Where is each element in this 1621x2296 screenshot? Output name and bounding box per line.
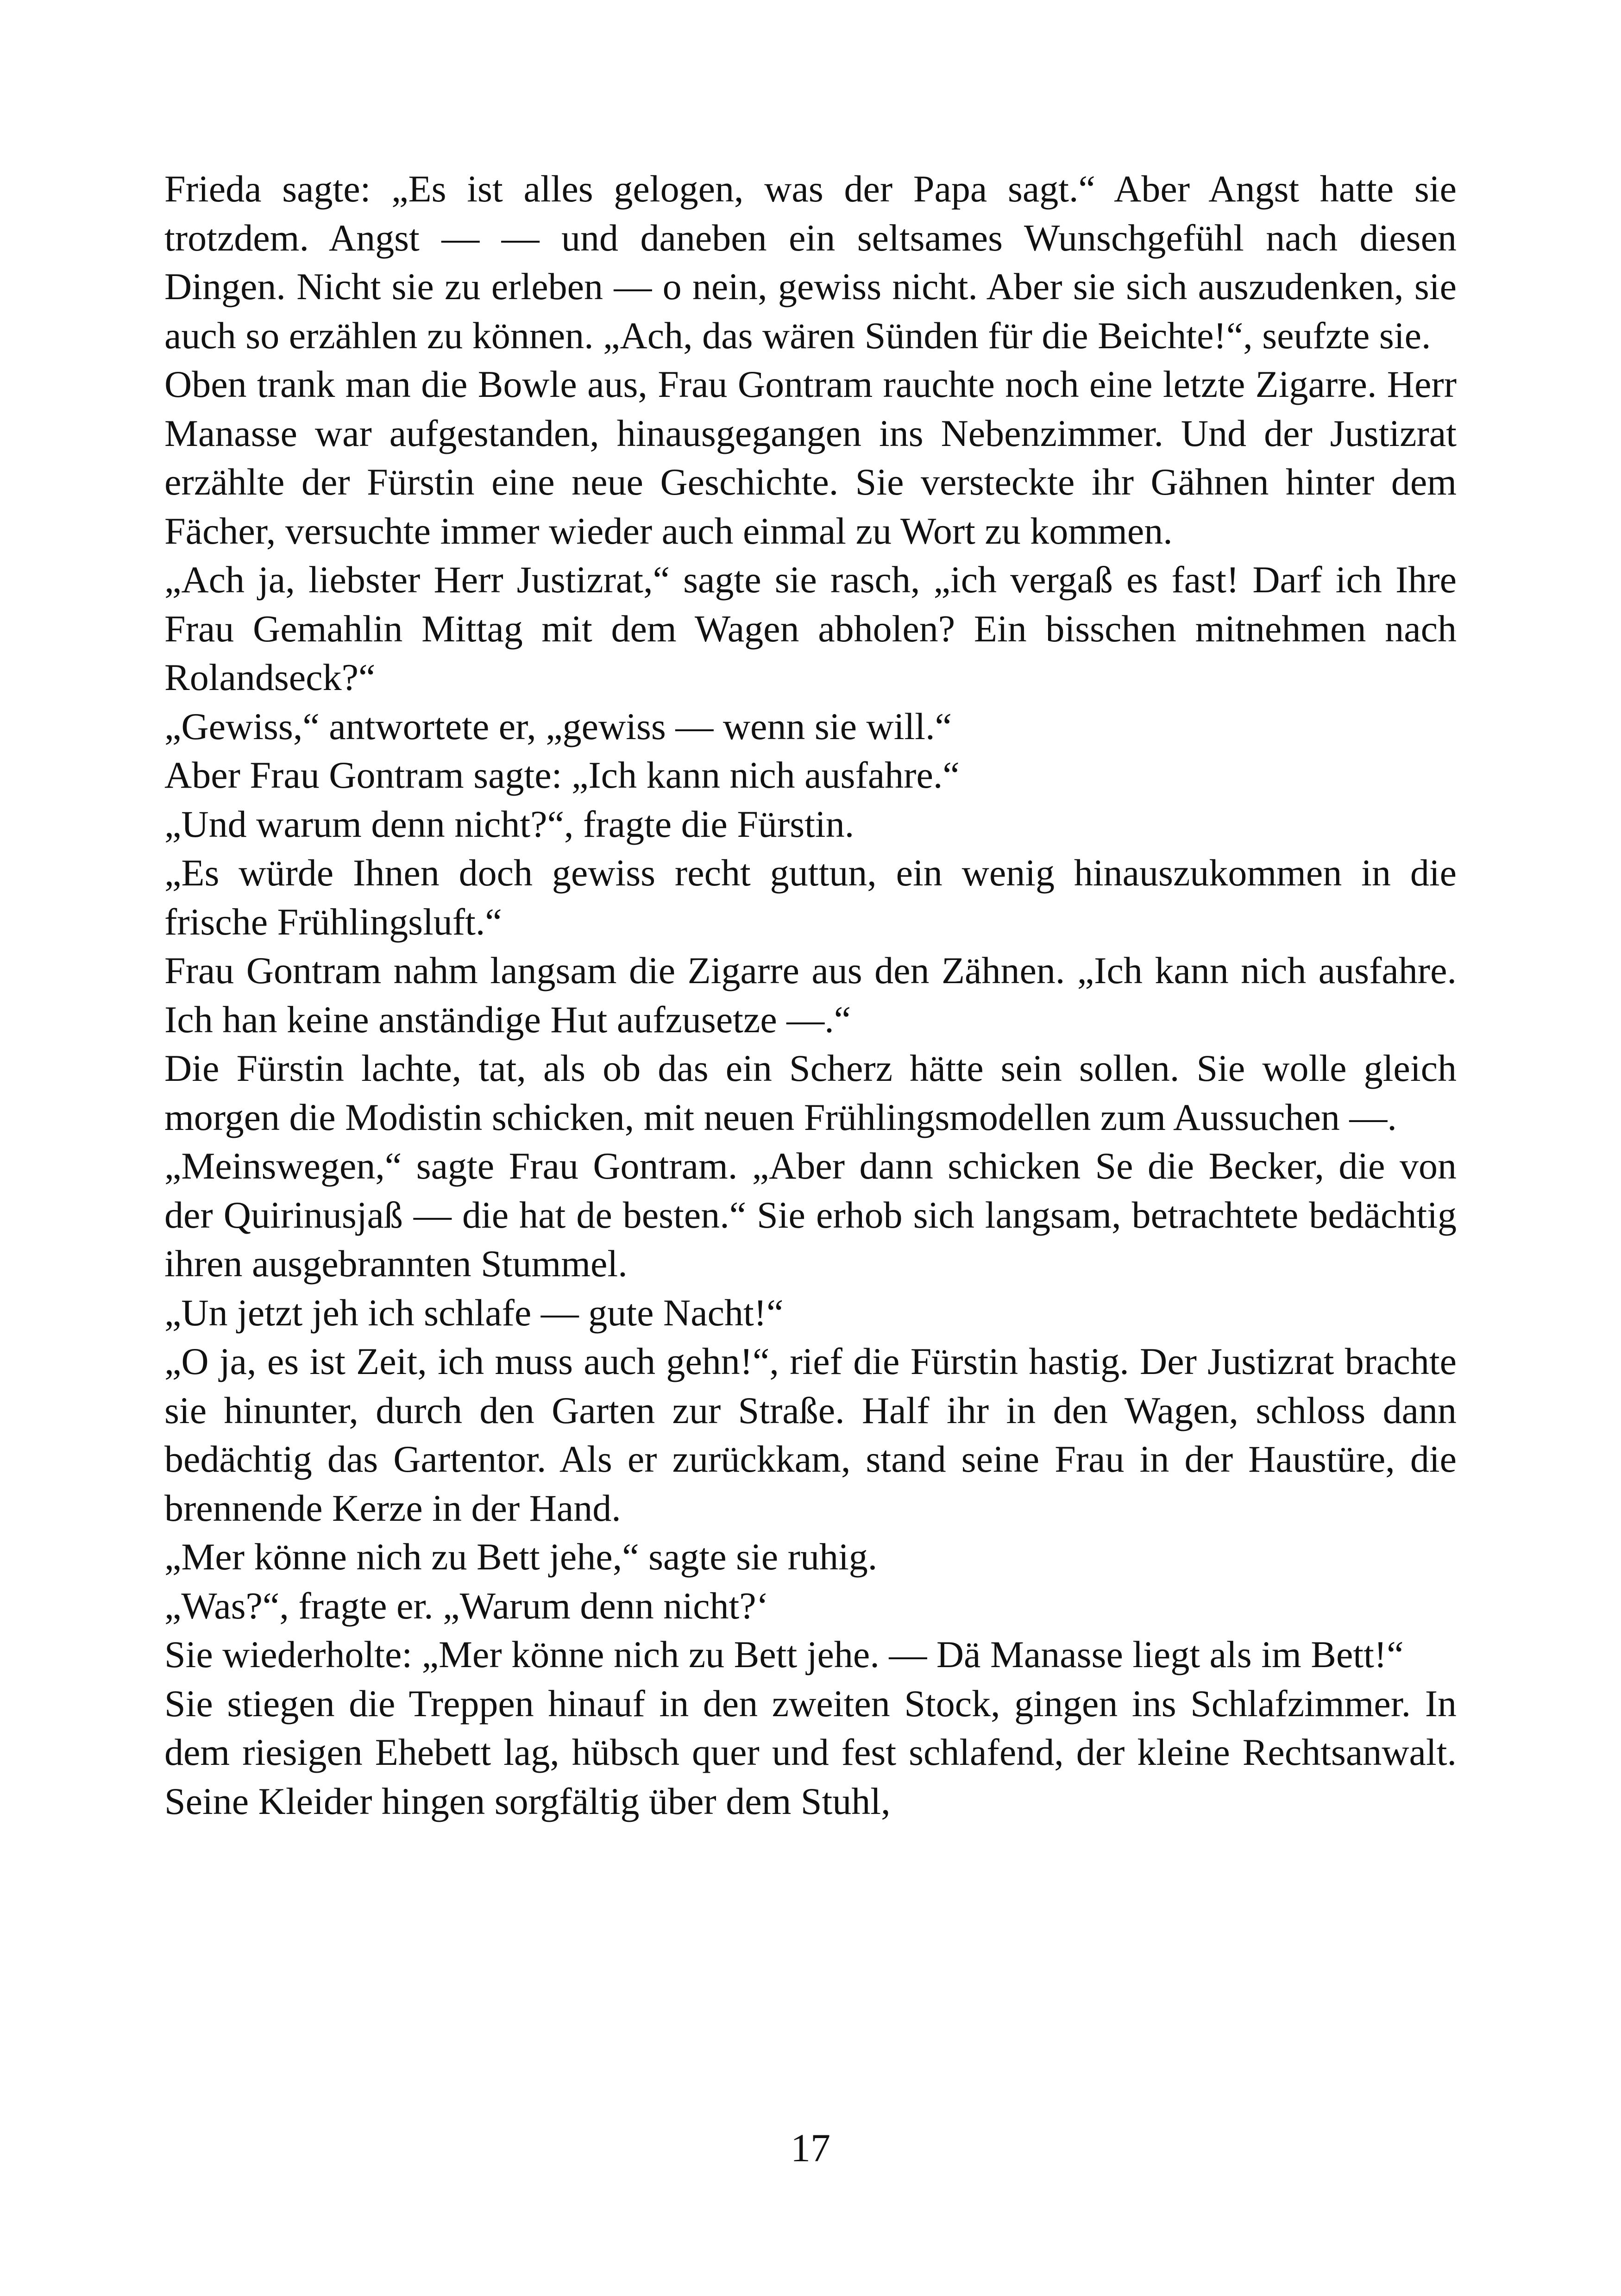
paragraph: Oben trank man die Bowle aus, Frau Gontram rauchte noch eine letzte Zigarre. Herr Manasse war aufgestanden, hinausgegangen ins Nebenzimmer. Und der Justizrat erzählte der Fürstin eine neue Geschichte. Sie versteckte ihr Gähnen hinter dem Fächer, versuchte immer wieder auch einmal zu Wort zu kommen. [164, 363, 1457, 552]
paragraph: „Un jetzt jeh ich schlafe — gute Nacht!“ [164, 1291, 784, 1334]
paragraph: Sie wiederholte: „Mer könne nich zu Bett jehe. — Dä Manasse liegt als im Bett!“ [164, 1633, 1404, 1675]
paragraph: „Was?“, fragte er. „Warum denn nicht?‘ [164, 1584, 769, 1627]
paragraph: Sie stiegen die Treppen hinauf in den zweiten Stock, gingen ins Schlafzimmer. In dem riesigen Ehebett lag, hübsch quer und fest schlafend, der kleine Rechtsanwalt. Seine Kleider hingen sorgfältig über dem Stuhl, [164, 1682, 1457, 1822]
paragraph: „Gewiss,“ antwortete er, „gewiss — wenn sie will.“ [164, 705, 952, 747]
paragraph: Frieda sagte: „Es ist alles gelogen, was der Papa sagt.“ Aber Angst hatte sie trotzdem. Angst — — und daneben ein seltsames Wunschgefühl nach diesen Dingen. Nicht sie zu erleben — o nein, gewiss nicht. Aber sie sich auszudenken, sie auch so erzählen zu können. „Ach, das wären Sünden für die Beichte!“, seufzte sie. [164, 168, 1457, 357]
paragraph: „O ja, es ist Zeit, ich muss auch gehn!“, rief die Fürstin hastig. Der Justizrat brachte sie hinunter, durch den Garten zur Straße. Half ihr in den Wagen, schloss dann bedächtig das Gartentor. Als er zurückkam, stand seine Frau in der Haustüre, die brennende Kerze in der Hand. [164, 1340, 1457, 1529]
paragraph: „Ach ja, liebster Herr Justizrat,“ sagte sie rasch, „ich vergaß es fast! Darf ich Ihre Frau Gemahlin Mittag mit dem Wagen abholen? Ein bisschen mitnehmen nach Rolandseck?“ [164, 558, 1457, 698]
paragraph: „Mer könne nich zu Bett jehe,“ sagte sie ruhig. [164, 1536, 878, 1578]
body-text [164, 164, 1457, 1826]
paragraph: „Es würde Ihnen doch gewiss recht guttun, ein wenig hinauszukommen in die frische Frühlingsluft.“ [164, 852, 1457, 943]
paragraph: „Meinswegen,“ sagte Frau Gontram. „Aber dann schicken Se die Becker, die von der Quirinusjaß — die hat de besten.“ Sie erhob sich langsam, betrachtete bedächtig ihren ausgebrannten Stummel. [164, 1145, 1457, 1285]
paragraph: Frau Gontram nahm langsam die Zigarre aus den Zähnen. „Ich kann nich ausfahre. Ich han keine anständige Hut aufzusetze —.“ [164, 949, 1457, 1041]
paragraph: Die Fürstin lachte, tat, als ob das ein Scherz hätte sein sollen. Sie wolle gleich morgen die Modistin schicken, mit neuen Frühlingsmodellen zum Aussuchen —. [164, 1047, 1457, 1138]
paragraph: Aber Frau Gontram sagte: „Ich kann nich ausfahre.“ [164, 754, 960, 796]
paragraph: „Und warum denn nicht?“, fragte die Fürstin. [164, 803, 854, 845]
page-number: 17 [791, 2126, 830, 2170]
